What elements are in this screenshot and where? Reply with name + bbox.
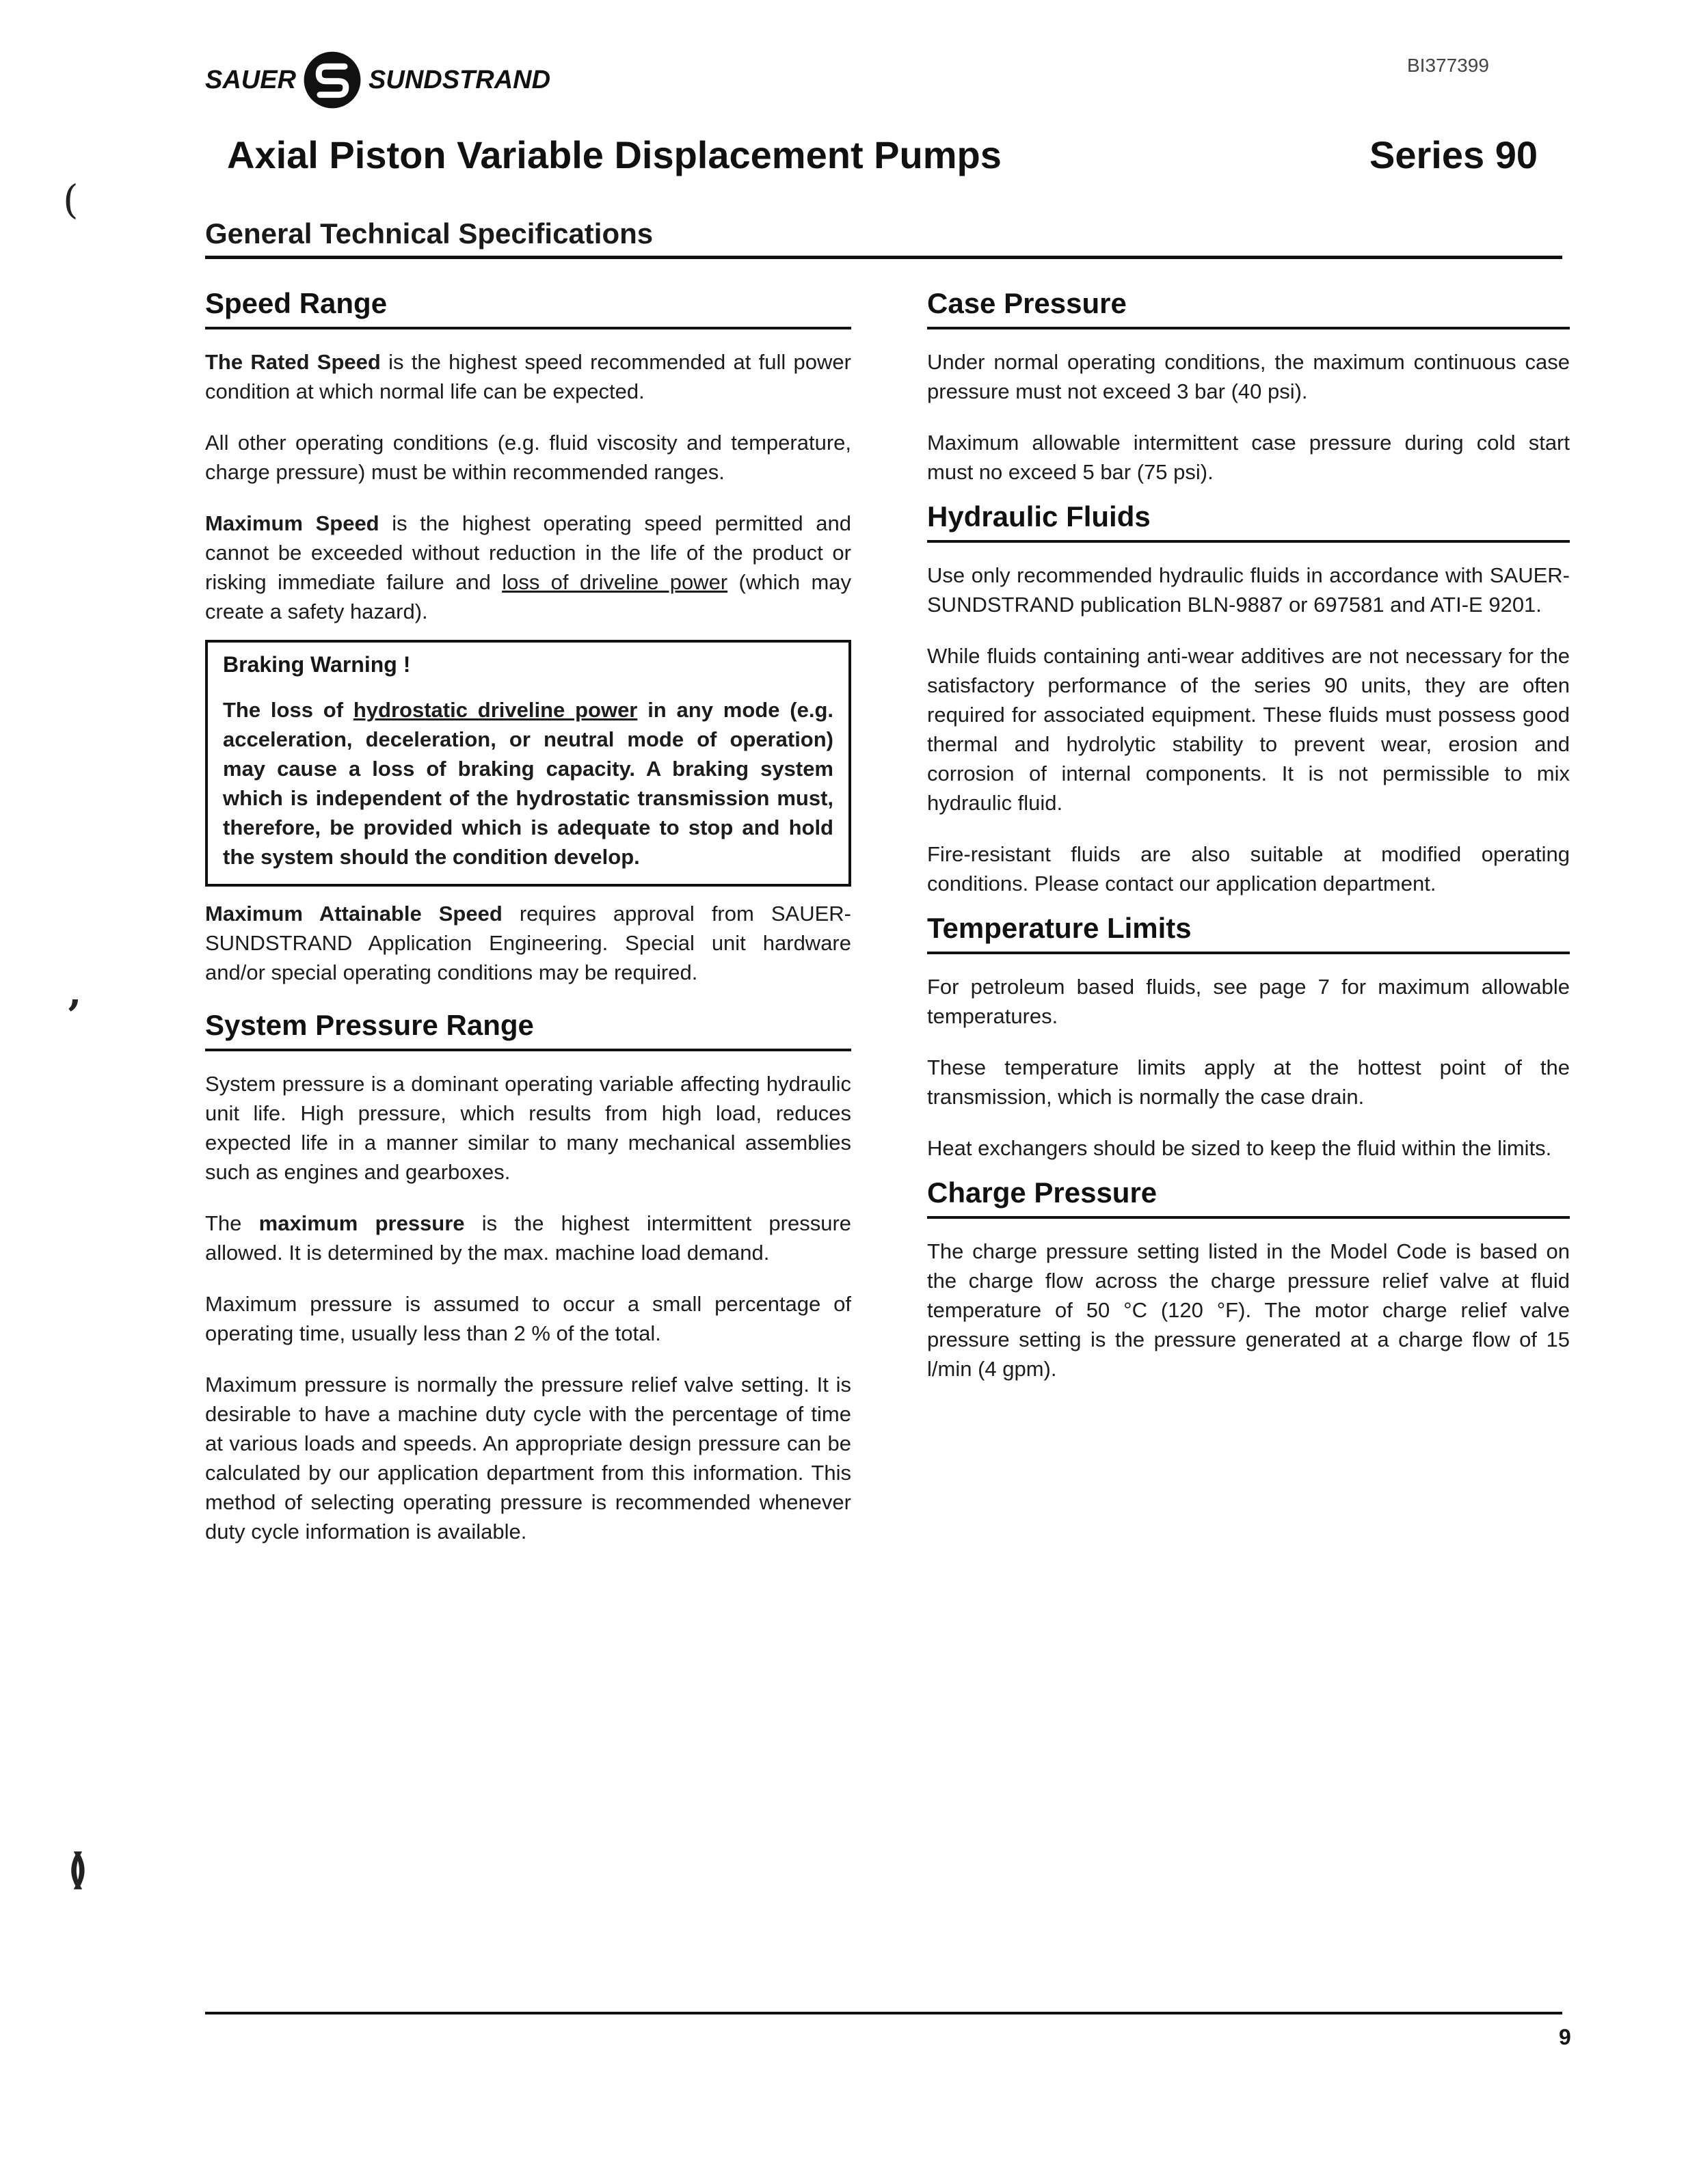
case-pressure-paragraph-2: Maximum allowable intermittent case pressure during cold start must no exceed 5 bar (75 psi). [927, 431, 1570, 484]
footer-divider [205, 2012, 1562, 2014]
attainable-speed-term: Maximum Attainable Speed [205, 902, 503, 926]
maximum-speed-text: is the highest operating speed permitted and cannot be exceeded without reduction in the life of the product or risking immediate failure and [205, 511, 851, 594]
rated-speed-term: The Rated Speed [205, 350, 381, 374]
warning-text-pre: The loss of [223, 698, 353, 722]
system-pressure-paragraph-1: System pressure is a dominant operating variable affecting hydraulic unit life. High pressure, which results from high load, reduces expected life in a manner similar to many mechanical assemblies such as engines and gearboxes. [205, 1072, 851, 1184]
case-pressure-section [927, 287, 1570, 487]
hydraulic-fluids-paragraph-2: While fluids containing anti-wear additives are not necessary for the satisfactory performance of the series 90 units, they are often required for associated equipment. These fluids must possess good thermal and hydrolytic stability to prevent wear, erosion and corrosion of internal components. It is not permissible to mix hydraulic fluid. [927, 644, 1570, 815]
left-column [205, 287, 851, 1568]
braking-warning-text [223, 695, 833, 872]
scan-mark-1: ( [63, 176, 79, 223]
hydraulic-fluids-paragraph-1: Use only recommended hydraulic fluids in accordance with SAUER-SUNDSTRAND publication BLN-9887 or 697581 and ATI-E 9201. [927, 563, 1570, 617]
loss-of-driveline-power-text: loss of driveline power [502, 570, 728, 594]
speed-range-section [205, 287, 851, 626]
attainable-speed-paragraph [205, 899, 851, 987]
header-divider [205, 256, 1562, 259]
system-pressure-heading: System Pressure Range [205, 1009, 851, 1051]
system-pressure-section [205, 1009, 851, 1546]
speed-range-heading: Speed Range [205, 287, 851, 329]
logo-right-word: SUNDSTRAND [369, 65, 551, 94]
hydraulic-fluids-section [927, 500, 1570, 898]
system-pressure-paragraph-3: Maximum pressure is assumed to occur a small percentage of operating time, usually less than 2 % of the total. [205, 1292, 851, 1345]
series-label: Series 90 [1369, 133, 1538, 176]
hydraulic-fluids-paragraph-3: Fire-resistant fluids are also suitable at modified operating conditions. Please contact our application department. [927, 842, 1570, 895]
maximum-speed-paragraph [205, 509, 851, 626]
temperature-paragraph-3: Heat exchangers should be sized to keep the fluid within the limits. [927, 1136, 1552, 1160]
max-pressure-pre: The [205, 1211, 259, 1235]
charge-pressure-heading: Charge Pressure [927, 1176, 1570, 1219]
system-pressure-paragraph-2 [205, 1209, 851, 1267]
rated-speed-paragraph [205, 347, 851, 406]
max-pressure-text: is the highest intermittent pressure allowed. It is determined by the max. machine load demand. [205, 1211, 852, 1265]
hydrostatic-driveline-power-text: hydrostatic driveline power [353, 698, 638, 722]
temperature-limits-section [927, 912, 1570, 1163]
temperature-paragraph-1: For petroleum based fluids, see page 7 for maximum allowable temperatures. [927, 975, 1570, 1028]
case-pressure-paragraph-1: Under normal operating conditions, the maximum continuous case pressure must not exceed 3 bar (40 psi). [927, 350, 1570, 403]
rated-speed-text: is the highest speed recommended at full power condition at which normal life can be expected. [205, 350, 851, 403]
system-pressure-paragraph-4: Maximum pressure is normally the pressure relief valve setting. It is desirable to have a machine duty cycle with the percentage of time at various loads and speeds. An appropriate design pressure can be calculated by our application department from this information. This method of selecting operating pressure is recommended whenever duty cycle information is available. [205, 1373, 851, 1543]
right-column [927, 287, 1570, 1405]
operating-conditions-paragraph: All other operating conditions (e.g. fluid viscosity and temperature, charge pressure) must be within recommended ranges. [205, 431, 851, 484]
attainable-speed-text: requires approval from SAUER-SUNDSTRAND Application Engineering. Special unit hardware and/or special operating conditions may be required. [205, 902, 851, 984]
warning-text-post: in any mode (e.g. acceleration, deceleration, or neutral mode of operation) may cause a loss of braking capacity. A braking system which is independent of the hydrostatic transmission must, therefore, be provided which is adequate to stop and hold the system should the condition develop. [223, 698, 834, 869]
case-pressure-heading: Case Pressure [927, 287, 1570, 329]
logo-left-word: SAUER [205, 65, 297, 94]
scan-mark-3: ≬ [68, 1846, 88, 1893]
maximum-speed-term: Maximum Speed [205, 511, 379, 535]
scan-mark-2: ʼ [66, 991, 81, 1041]
sauer-sundstrand-logo-icon [302, 49, 363, 111]
temperature-limits-heading: Temperature Limits [927, 912, 1570, 954]
brand-logo [205, 49, 550, 111]
page-number: 9 [1559, 2025, 1571, 2049]
charge-pressure-paragraph: The charge pressure setting listed in the Model Code is based on the charge flow across the charge pressure relief valve at fluid temperature of 50 °C (120 °F). The motor charge relief valve pressure setting is the pressure generated at a charge flow of 15 l/min (4 gpm). [927, 1239, 1570, 1381]
braking-warning-title: Braking Warning ! [223, 652, 411, 677]
page-subtitle: General Technical Specifications [205, 217, 654, 250]
hydraulic-fluids-heading: Hydraulic Fluids [927, 500, 1570, 543]
charge-pressure-section [927, 1176, 1570, 1384]
maximum-pressure-term: maximum pressure [258, 1211, 465, 1235]
document-id: BI377399 [1407, 55, 1489, 76]
braking-warning-box [205, 640, 851, 887]
temperature-paragraph-2: These temperature limits apply at the hottest point of the transmission, which is normally the case drain. [927, 1055, 1570, 1109]
maximum-speed-tail: (which may create a safety hazard). [205, 570, 852, 623]
page-title: Axial Piston Variable Displacement Pumps [227, 133, 1002, 176]
